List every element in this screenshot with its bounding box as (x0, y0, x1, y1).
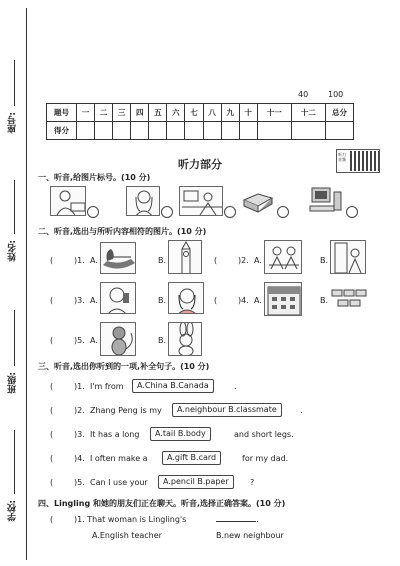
picture-pencil-box (240, 188, 276, 216)
q3-5-end: ? (250, 478, 255, 487)
answer-paren[interactable]: ( (214, 296, 218, 305)
answer-circle[interactable] (161, 206, 173, 218)
q3-1-number: )1. (74, 382, 85, 391)
score-cell[interactable] (95, 122, 113, 140)
q2-3-option-b: B. (158, 296, 167, 305)
header-cell: 九 (221, 104, 239, 122)
q3-2-prompt: Zhang Peng is my (90, 406, 162, 415)
answer-paren[interactable]: ( (50, 336, 54, 345)
q4-1-blank[interactable] (216, 515, 259, 524)
q3-4-options[interactable]: A.gift B.card (162, 451, 221, 465)
q2-5-option-b: B. (158, 336, 167, 345)
answer-circle[interactable] (87, 206, 99, 218)
name-label: 姓名: (8, 240, 18, 262)
listening-title: 听力部分 (178, 158, 222, 171)
q3-2-number: )2. (74, 406, 85, 415)
answer-paren[interactable]: ( (50, 454, 54, 463)
header-cell: 十二 (291, 104, 325, 122)
picture-calendar[interactable] (264, 282, 302, 316)
q3-3-options[interactable]: A.tail B.body (150, 427, 211, 441)
score-header-row (47, 104, 354, 122)
picture-dragon-boat[interactable] (100, 242, 136, 274)
header-cell: 十一 (257, 104, 291, 122)
section2-heading: 二、听音,选出与所听内容相符的图片。(10 分) (38, 227, 207, 236)
score-cell[interactable] (185, 122, 203, 140)
q3-3-prompt: It has a long (90, 430, 140, 439)
section1-heading: 一、听音,给图片标号。(10 分) (38, 173, 151, 182)
answer-circle[interactable] (224, 206, 236, 218)
section3-heading: 三、听音,选出你听到的一项,补全句子。(10 分) (38, 362, 210, 371)
q4-1-option-a: A.English teacher (92, 531, 162, 540)
score-cell[interactable] (291, 122, 325, 140)
seat-blank[interactable] (14, 60, 15, 106)
q3-2-end: . (300, 406, 303, 415)
header-cell: 题号 (47, 104, 77, 122)
score-table (46, 103, 354, 140)
picture-kids-studying[interactable] (264, 240, 302, 274)
score-cell[interactable] (77, 122, 95, 140)
picture-big-ben[interactable] (168, 240, 202, 274)
header-cell: 二 (95, 104, 113, 122)
school-blank[interactable] (14, 430, 15, 494)
header-cell: 五 (149, 104, 167, 122)
q3-3-number: )3. (74, 430, 85, 439)
answer-paren[interactable]: ( (50, 478, 54, 487)
header-cell: 八 (203, 104, 221, 122)
class-blank[interactable] (14, 310, 15, 366)
picture-erasers[interactable] (330, 284, 370, 314)
q3-4-number: )4. (74, 454, 85, 463)
header-cell: 四 (131, 104, 149, 122)
score-cell[interactable] (167, 122, 185, 140)
q2-2-number: )2. (238, 256, 249, 265)
q2-5-number: )5. (74, 336, 85, 345)
seat-label: 座号: (8, 112, 18, 134)
score-cell[interactable] (113, 122, 131, 140)
q2-4-option-b: B. (320, 296, 329, 305)
q2-4-option-a: A. (254, 296, 262, 305)
header-cell: 三 (113, 104, 131, 122)
q2-3-option-a: A. (90, 296, 98, 305)
header-cell: 总分 (326, 104, 354, 122)
class-label: 班级: (8, 372, 18, 394)
school-label: 学校: (8, 500, 18, 522)
q2-1-number: )1. (74, 256, 85, 265)
answer-paren[interactable]: ( (50, 296, 54, 305)
q3-3-end: and short legs. (234, 430, 294, 439)
qr-label: 听力音频 (338, 152, 346, 162)
picture-boy-phone[interactable] (100, 282, 136, 314)
picture-monkey[interactable] (100, 322, 136, 356)
answer-paren[interactable]: ( (50, 382, 54, 391)
qr-code-box[interactable] (336, 149, 380, 173)
score-cell[interactable] (203, 122, 221, 140)
header-cell: 六 (167, 104, 185, 122)
qr-code-icon (350, 151, 379, 171)
score-cell[interactable] (131, 122, 149, 140)
q2-3-number: )3. (74, 296, 85, 305)
q4-1-prompt: )1. That woman is Lingling's (74, 515, 187, 524)
section4-heading: 四、Lingling 和她的朋友们正在聊天。听音,选择正确答案。(10 分) (38, 499, 286, 508)
q2-5-option-a: A. (90, 336, 98, 345)
binding-margin (0, 0, 36, 566)
answer-paren[interactable]: ( (50, 406, 54, 415)
name-blank[interactable] (14, 180, 15, 234)
q3-1-end: . (234, 382, 237, 391)
picture-girl-long-hair (126, 186, 160, 216)
q3-4-end: for my dad. (242, 454, 289, 463)
q2-2-option-b: B. (320, 256, 329, 265)
score-cell[interactable] (239, 122, 257, 140)
q3-1-options[interactable]: A.China B.Canada (132, 379, 214, 393)
score-cell[interactable] (326, 122, 354, 140)
picture-rabbit[interactable] (168, 322, 202, 356)
answer-circle[interactable] (346, 206, 358, 218)
cut-line (26, 8, 27, 560)
answer-paren[interactable]: ( (50, 515, 54, 524)
q3-5-number: )5. (74, 478, 85, 487)
q2-4-number: )4. (238, 296, 249, 305)
header-cell: 七 (185, 104, 203, 122)
q2-1-option-a: A. (90, 256, 98, 265)
q3-1-prompt: I'm from (90, 382, 124, 391)
header-cell: 一 (77, 104, 95, 122)
score-value-row (47, 122, 354, 140)
answer-paren[interactable]: ( (50, 430, 54, 439)
picture-girl-smiling[interactable] (168, 282, 204, 314)
picture-computer (306, 186, 344, 216)
score-marker: 40 (298, 90, 309, 99)
score-cell[interactable] (257, 122, 291, 140)
score-cell[interactable] (149, 122, 167, 140)
q4-1-option-b: B.new neighbour (216, 531, 284, 540)
total-points: 100 (328, 90, 344, 99)
score-cell[interactable] (221, 122, 239, 140)
picture-girl-drawing (50, 186, 86, 216)
answer-circle[interactable] (277, 206, 289, 218)
q4-1-end: . (256, 515, 259, 524)
picture-girl-at-door[interactable] (330, 240, 366, 274)
q3-5-options[interactable]: A.pencil B.paper (158, 475, 234, 489)
q2-2-option-a: A. (254, 256, 262, 265)
q3-2-options[interactable]: A.neighbour B.classmate (172, 403, 282, 417)
q3-4-prompt: I often make a (90, 454, 148, 463)
score-row-label: 得分 (47, 122, 77, 140)
q2-1-option-b: B. (158, 256, 167, 265)
header-cell: 十 (239, 104, 257, 122)
q3-5-prompt: Can I use your (90, 478, 148, 487)
answer-paren[interactable]: ( (214, 256, 218, 265)
answer-paren[interactable]: ( (50, 256, 54, 265)
picture-man-at-desk (179, 186, 223, 216)
